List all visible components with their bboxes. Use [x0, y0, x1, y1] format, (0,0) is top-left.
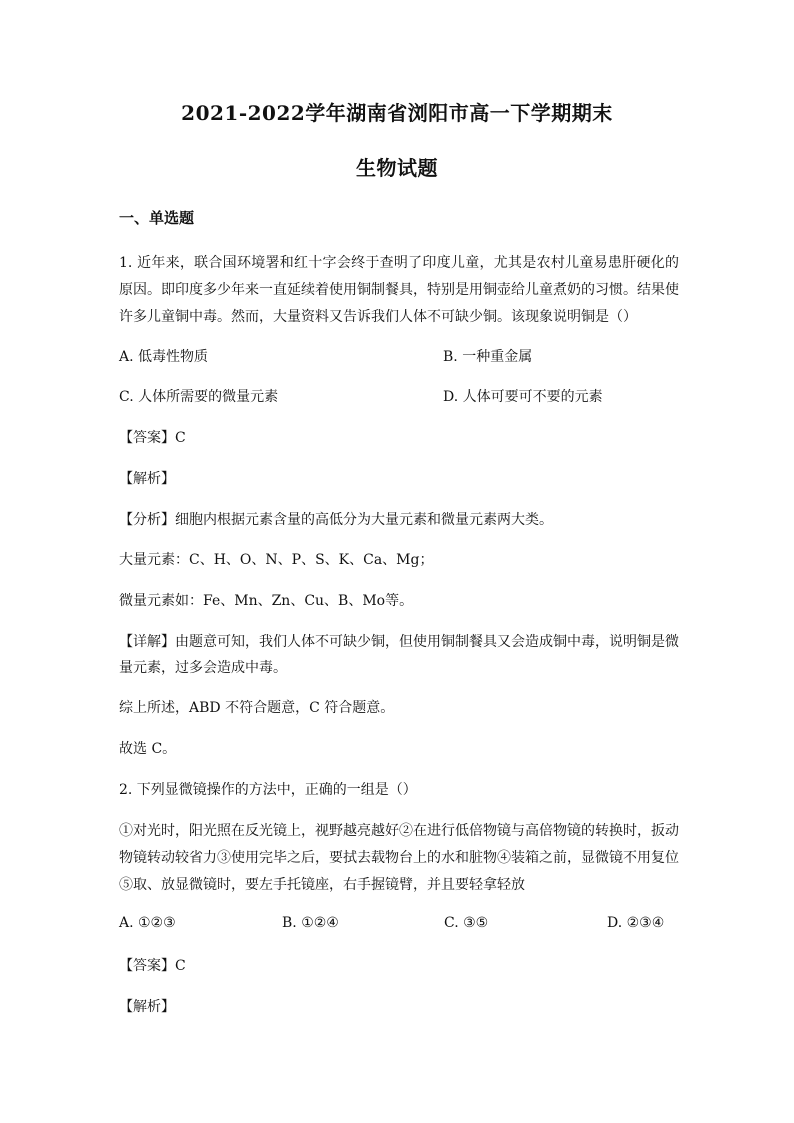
- q2-answer: 【答案】C: [119, 958, 186, 974]
- q2-option-c: C. ③⑤: [444, 915, 489, 931]
- section-heading: 一、单选题: [119, 209, 195, 227]
- q1-analysis-label: 【解析】: [119, 471, 175, 487]
- q2-analysis-label: 【解析】: [119, 999, 175, 1015]
- q1-option-b: B. 一种重金属: [443, 349, 533, 365]
- q2-option-a: A. ①②③: [119, 915, 176, 931]
- q2-stem: 2. 下列显微镜操作的方法中，正确的一组是（）: [119, 782, 417, 798]
- q2-body-line-3: ⑤取、放显微镜时，要左手托镜座，右手握镜臂，并且要轻拿轻放: [119, 877, 525, 893]
- q1-stem-line-3: 许多儿童铜中毒。然而，大量资料又告诉我们人体不可缺少铜。该现象说明铜是（）: [119, 309, 637, 325]
- q1-option-d: D. 人体可要可不要的元素: [443, 389, 603, 405]
- q1-choice: 故选 C。: [119, 741, 177, 757]
- q1-stem-line-1: 1. 近年来，联合国环境署和红十字会终于查明了印度儿童，尤其是农村儿童易患肝硬化的: [119, 255, 679, 271]
- q2-body-line-1: ①对光时，阳光照在反光镜上，视野越亮越好②在进行低倍物镜与高倍物镜的转换时，扳动: [119, 823, 679, 839]
- q1-detail-line-2: 量元素，过多会造成中毒。: [119, 660, 287, 676]
- q1-option-c: C. 人体所需要的微量元素: [119, 389, 279, 405]
- q1-micro-elements: 微量元素如：Fe、Mn、Zn、Cu、B、Mo等。: [119, 593, 414, 609]
- document-title: 2021-2022学年湖南省浏阳市高一下学期期末: [181, 101, 613, 125]
- q1-fenxi: 【分析】细胞内根据元素含量的高低分为大量元素和微量元素两大类。: [119, 512, 553, 528]
- q1-macro-elements: 大量元素：C、H、O、N、P、S、K、Ca、Mg；: [119, 552, 434, 568]
- q1-summary: 综上所述，ABD 不符合题意，C 符合题意。: [119, 700, 395, 716]
- q2-option-d: D. ②③④: [607, 915, 665, 931]
- q1-option-a: A. 低毒性物质: [119, 349, 209, 365]
- q1-answer: 【答案】C: [119, 430, 186, 446]
- q1-stem-line-2: 原因。即印度多少年来一直延续着使用铜制餐具，特别是用铜壶给儿童煮奶的习惯。结果使: [119, 282, 679, 298]
- q2-body-line-2: 物镜转动较省力③使用完毕之后，要拭去载物台上的水和脏物④装箱之前，显微镜不用复位: [119, 850, 679, 866]
- document-subtitle: 生物试题: [356, 156, 438, 180]
- q2-option-b: B. ①②④: [282, 915, 339, 931]
- q1-detail-line-1: 【详解】由题意可知，我们人体不可缺少铜，但使用铜制餐具又会造成铜中毒，说明铜是微: [119, 634, 679, 650]
